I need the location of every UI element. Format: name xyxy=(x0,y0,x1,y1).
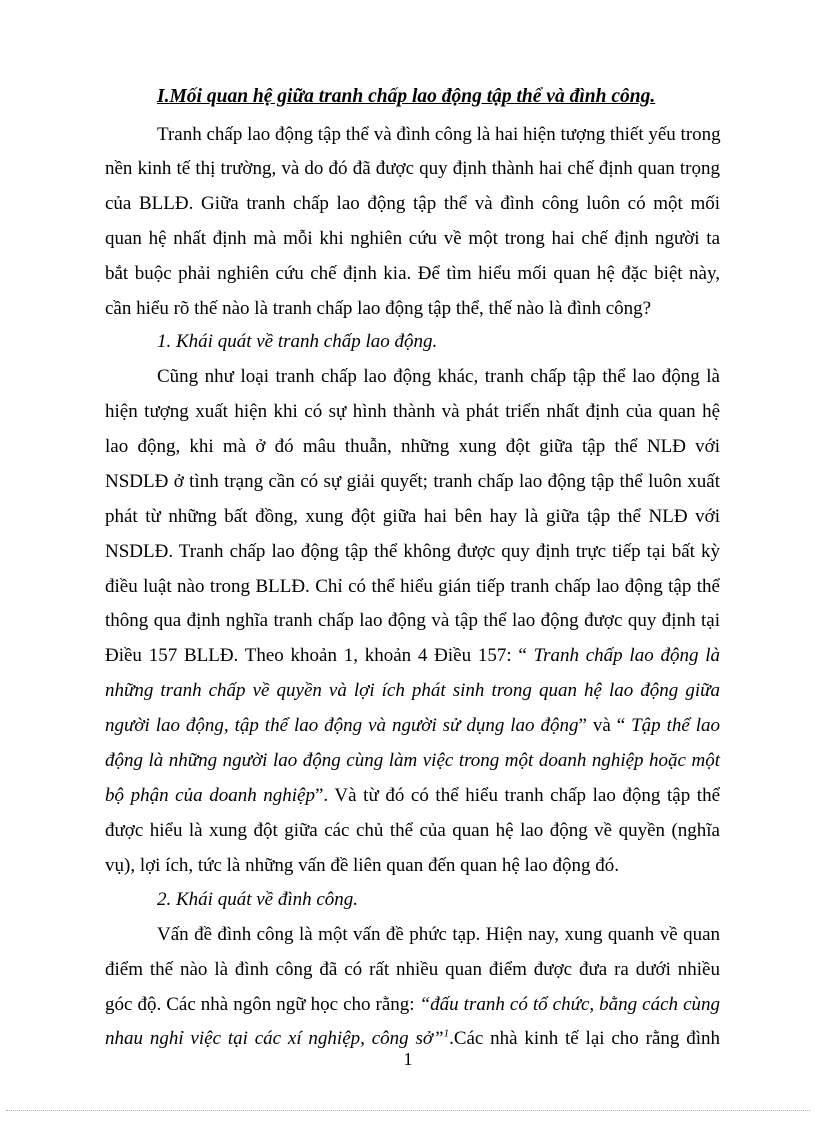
text-run: ” và “ xyxy=(578,715,632,736)
paragraph-line: bắt buộc phải nghiên cứu chế định kia. Để tìm hiểu mối quan hệ đặc biệt này, xyxy=(105,263,720,284)
quote-run: bộ phận của doanh nghiệp xyxy=(105,785,315,806)
quote-run: người lao động, tập thể lao động và người sử dụng lao động xyxy=(105,715,579,736)
quote-run: nhau nghỉ việc tại các xí nghiệp, công sở” xyxy=(105,1028,444,1049)
subsection-title: 1. Khái quát về tranh chấp lao động. xyxy=(157,331,438,352)
paragraph-line: lao động, khi mà ở đó mâu thuẫn, những xung đột giữa tập thể NLĐ với xyxy=(105,436,720,457)
paragraph-line: vụ), lợi ích, tức là những vấn đề liên quan đến quan hệ lao động đó. xyxy=(105,855,619,876)
text-run: ”. Và từ đó có thể hiểu tranh chấp lao động tập thể xyxy=(315,785,720,806)
text-run: .Các nhà kinh tế lại cho rằng đình xyxy=(449,1028,720,1049)
paragraph-line xyxy=(105,750,720,772)
paragraph-line: quan hệ nhất định mà mỗi khi nghiên cứu về một trong hai chế định người ta xyxy=(105,228,720,249)
footnote-marker[interactable]: 1 xyxy=(443,1027,450,1040)
paragraph-line xyxy=(105,715,720,737)
paragraph-line: điều luật nào trong BLLĐ. Chỉ có thể hiểu gián tiếp tranh chấp lao động tập thể xyxy=(105,576,720,597)
paragraph-line: phát từ những bất đồng, xung đột giữa hai bên hay là giữa tập thể NLĐ với xyxy=(105,506,720,527)
text-run: góc độ. Các nhà ngôn ngữ học cho rằng: xyxy=(105,994,420,1015)
paragraph-line xyxy=(105,785,720,807)
quote-run: Tranh chấp lao động là xyxy=(533,645,721,666)
paragraph-line: nền kinh tế thị trường, và do đó đã được quy định thành hai chế định quan trọng xyxy=(105,158,720,179)
text-run: Điều 157 BLLĐ. Theo khoản 1, khoản 4 Điều 157: “ xyxy=(105,645,534,666)
quote-run: những tranh chấp về quyền và lợi ích phát sinh trong quan hệ lao động giữa xyxy=(105,680,720,701)
paragraph-line: Vấn đề đình công là một vấn đề phức tạp. Hiện nay, xung quanh về quan xyxy=(157,924,720,945)
paragraph-line: NSDLĐ ở tình trạng cần có sự giải quyết; tranh chấp lao động tập thể luôn xuất xyxy=(105,471,720,492)
paragraph-line: điểm thế nào là đình công đã có rất nhiều quan điểm được đưa ra dưới nhiều xyxy=(105,959,720,980)
paragraph-line xyxy=(105,680,720,702)
subsection-title: 2. Khái quát về đình công. xyxy=(157,889,359,910)
quote-run: Tập thể lao xyxy=(631,715,720,736)
paragraph-line: hiện tượng xuất hiện khi có sự hình thành và phát triển nhất định của quan hệ xyxy=(105,401,720,422)
page-number: 1 xyxy=(403,1049,413,1069)
page-boundary-divider xyxy=(6,1110,810,1111)
paragraph-line: được hiểu là xung đột giữa các chủ thể của quan hệ lao động về quyền (nghĩa xyxy=(105,820,720,841)
section-heading: I.Mối quan hệ giữa tranh chấp lao động tập thể và đình công. xyxy=(157,86,656,107)
paragraph-line: của BLLĐ. Giữa tranh chấp lao động tập thể và đình công luôn có một mối xyxy=(105,193,720,214)
quote-run: “đấu tranh có tổ chức, bằng cách cùng xyxy=(419,994,721,1015)
paragraph-line: thông qua định nghĩa tranh chấp lao động và tập thể lao động được quy định tại xyxy=(105,610,720,631)
paragraph-line: Cũng như loại tranh chấp lao động khác, tranh chấp tập thể lao động là xyxy=(157,366,720,387)
paragraph-line xyxy=(105,645,720,667)
paragraph-line: NSDLĐ. Tranh chấp lao động tập thể không được quy định trực tiếp tại bất kỳ xyxy=(105,541,720,562)
paragraph-line: Tranh chấp lao động tập thể và đình công là hai hiện tượng thiết yếu trong xyxy=(157,124,721,145)
paragraph-line: cần hiểu rõ thế nào là tranh chấp lao động tập thể, thế nào là đình công? xyxy=(105,298,652,319)
quote-run: động là những người lao động cùng làm việc trong một doanh nghiệp hoặc một xyxy=(105,750,720,771)
paragraph-line xyxy=(105,994,720,1016)
paragraph-line xyxy=(105,1028,720,1050)
